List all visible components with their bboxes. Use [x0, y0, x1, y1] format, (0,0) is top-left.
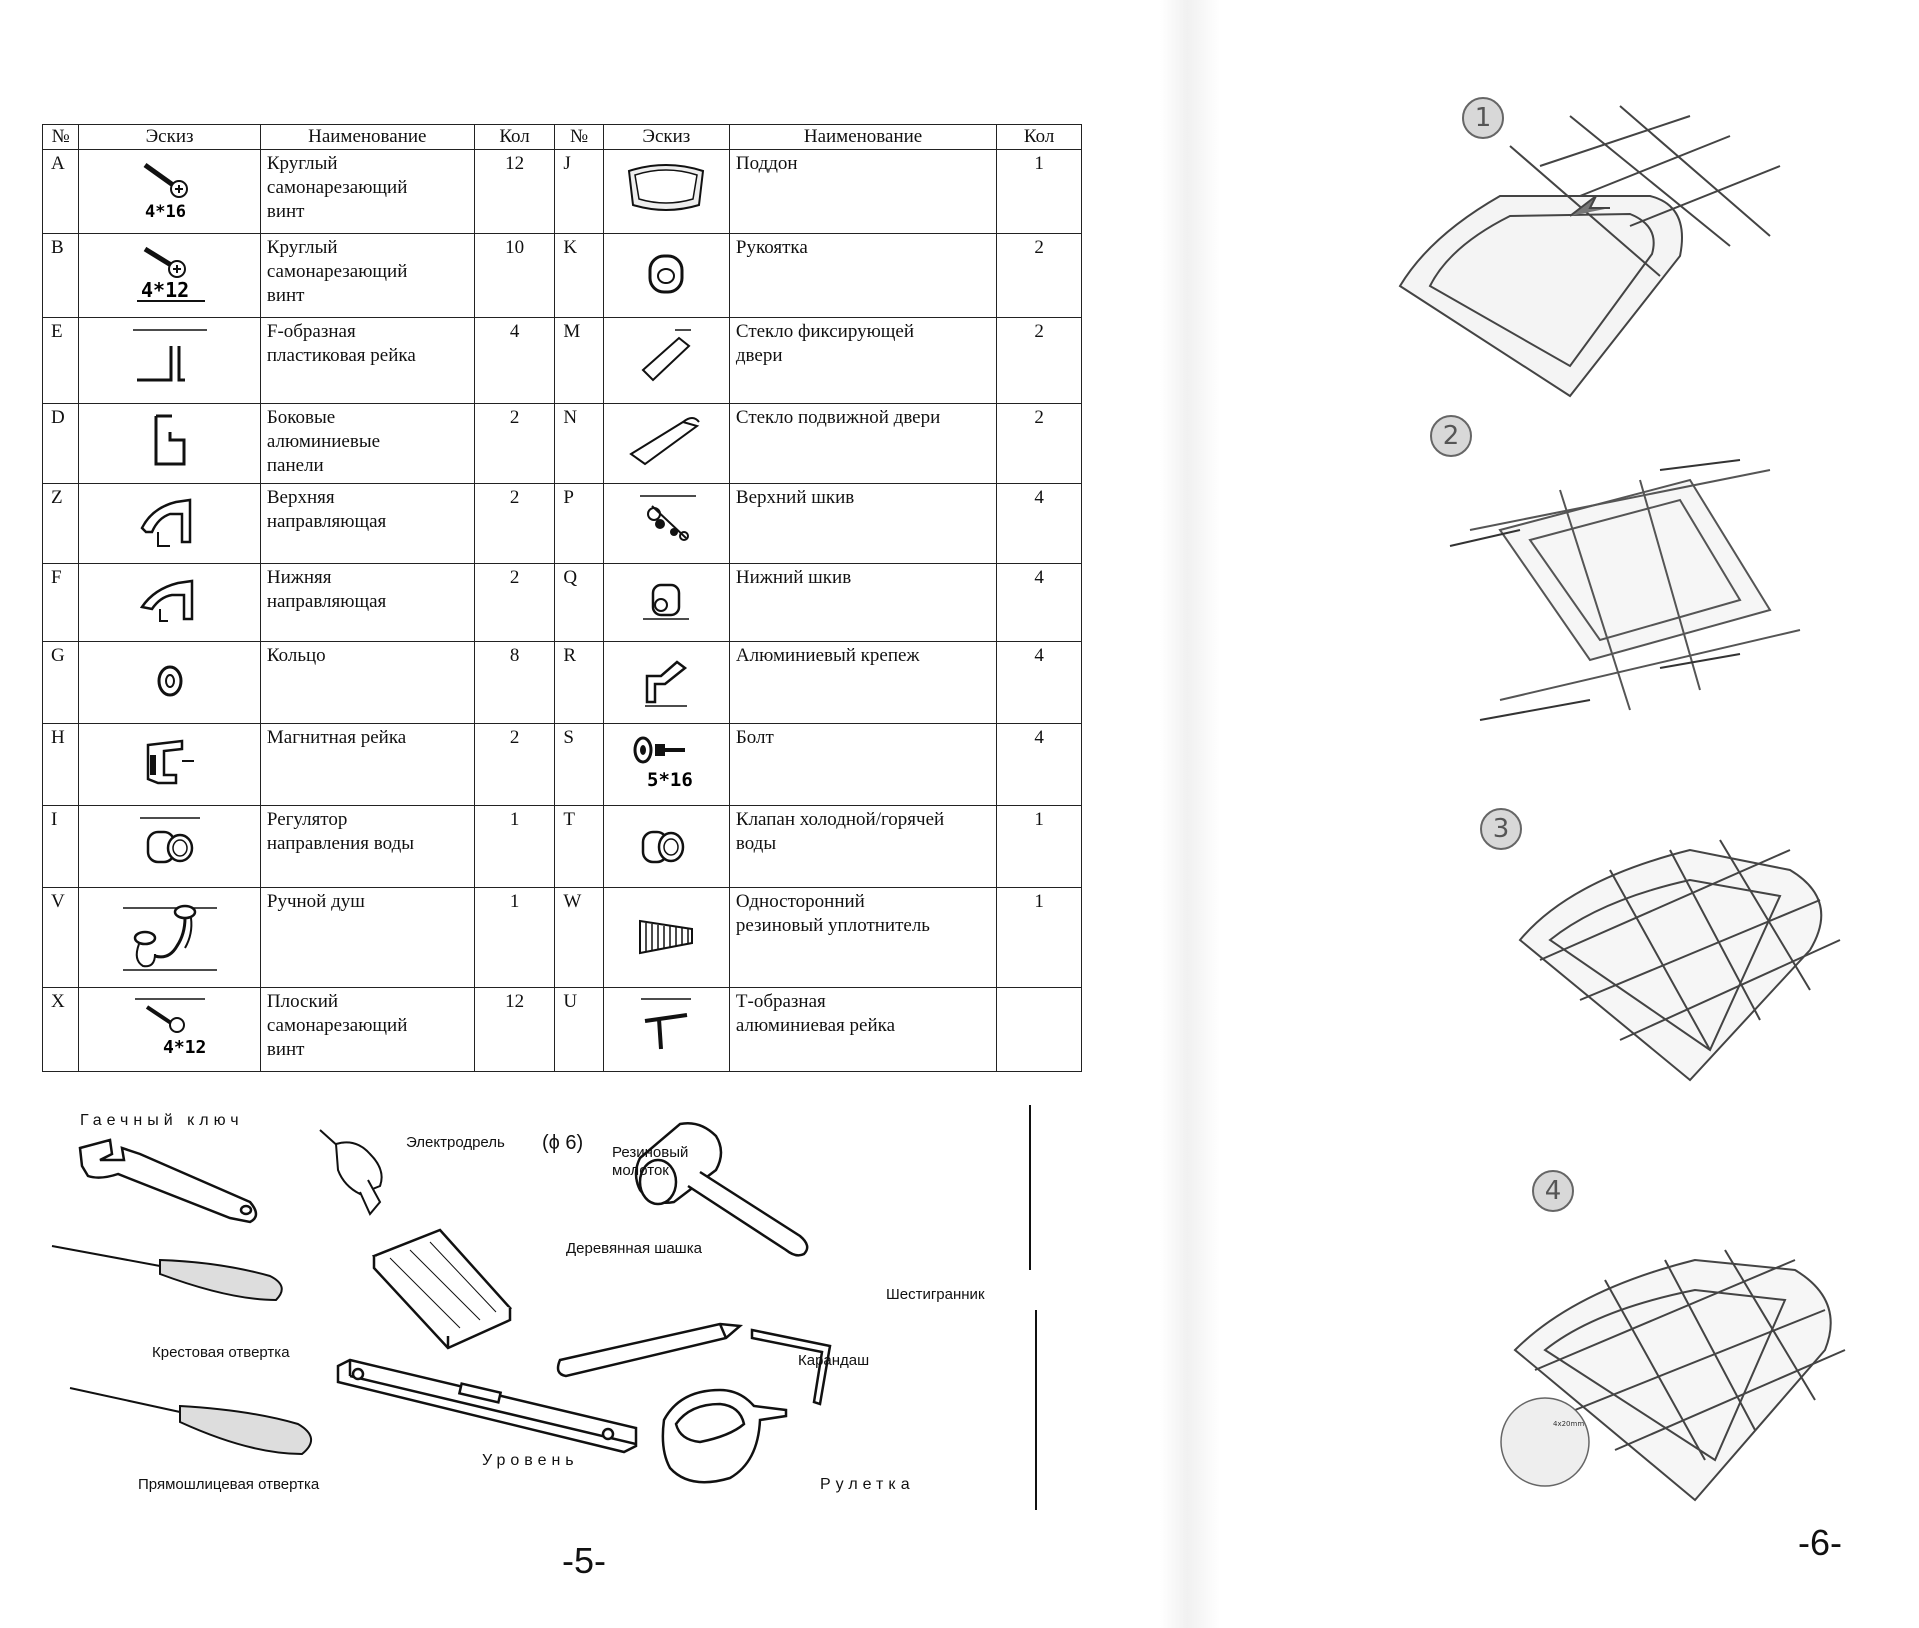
bracket-sketch: [603, 642, 729, 724]
top-pulley-sketch: [603, 484, 729, 564]
screw-sketch: [79, 150, 261, 234]
t-rail-sketch: [603, 988, 729, 1072]
wrench-icon: [80, 1140, 256, 1222]
drill-icon: [320, 1130, 382, 1214]
part-qty: 2: [474, 564, 555, 642]
step-1-badge: 1: [1462, 97, 1504, 139]
bottom-guide-icon: [130, 569, 210, 629]
header-sketch: Эскиз: [79, 125, 261, 150]
wood-block-label: Деревянная шашка: [566, 1240, 702, 1257]
magnetic-rail-icon: [130, 731, 210, 791]
hex-key-label: Шестигранник: [886, 1286, 985, 1303]
part-name: Поддон: [729, 150, 996, 234]
phillips-screwdriver-icon: [52, 1246, 282, 1300]
part-id: E: [43, 318, 79, 404]
ring-sketch: [79, 642, 261, 724]
level-label: Уровень: [482, 1452, 579, 1469]
part-qty: 12: [474, 988, 555, 1072]
part-name: Круглый самонарезающий винт: [260, 234, 474, 318]
fixed-glass-icon: [631, 324, 701, 390]
flat-screw-icon: [125, 993, 215, 1059]
side-panel-sketch: [79, 404, 261, 484]
page-gutter: [1160, 0, 1220, 1628]
fixed-glass-sketch: [603, 318, 729, 404]
table-row: [43, 234, 1082, 318]
part-qty: 2: [474, 404, 555, 484]
part-qty: 2: [997, 404, 1082, 484]
part-qty: 1: [997, 888, 1082, 988]
sliding-glass-sketch: [603, 404, 729, 484]
part-qty: 2: [997, 318, 1082, 404]
step-1-diagram: [1390, 96, 1800, 406]
wood-block-icon: [374, 1230, 510, 1348]
sketch-label: 4*12: [140, 278, 189, 302]
part-name: F-образная пластиковая рейка: [260, 318, 474, 404]
part-id: Z: [43, 484, 79, 564]
page-number-left: -5-: [562, 1540, 606, 1581]
part-id: V: [43, 888, 79, 988]
sliding-glass-icon: [621, 410, 711, 470]
part-name: Боковые алюминиевые панели: [260, 404, 474, 484]
table-row: [43, 642, 1082, 724]
table-row: [43, 988, 1082, 1072]
part-id: S: [555, 724, 603, 806]
knob-handle-icon: [636, 242, 696, 302]
part-name: Клапан холодной/горячей воды: [729, 806, 996, 888]
aluminium-bracket-icon: [631, 646, 701, 712]
table-row: [43, 888, 1082, 988]
part-name: Рукоятка: [729, 234, 996, 318]
bottom-pulley-sketch: [603, 564, 729, 642]
part-name: Верхний шкив: [729, 484, 996, 564]
part-qty: 8: [474, 642, 555, 724]
valve-icon: [631, 812, 701, 874]
part-name: Алюминиевый крепеж: [729, 642, 996, 724]
part-name: Кольцо: [260, 642, 474, 724]
part-name: Стекло подвижной двери: [729, 404, 996, 484]
part-name: Односторонний резиновый уплотнитель: [729, 888, 996, 988]
part-qty: [997, 988, 1082, 1072]
part-id: Q: [555, 564, 603, 642]
part-id: B: [43, 234, 79, 318]
rubber-seal-sketch: [603, 888, 729, 988]
flat-screwdriver-icon: [70, 1388, 311, 1454]
part-name: Магнитная рейка: [260, 724, 474, 806]
part-qty: 4: [997, 564, 1082, 642]
side-panel-icon: [140, 410, 200, 470]
pencil-icon: [558, 1324, 740, 1376]
table-row: [43, 564, 1082, 642]
phillips-label: Крестовая отвертка: [152, 1344, 290, 1361]
step-2-badge: 2: [1430, 415, 1472, 457]
page-number-right: -6-: [1798, 1522, 1842, 1563]
part-qty: 4: [997, 724, 1082, 806]
header-number: №: [43, 125, 79, 150]
detail-label: 4x20mm: [1553, 1420, 1585, 1428]
table-row: [43, 724, 1082, 806]
part-name: Т-образная алюминиевая рейка: [729, 988, 996, 1072]
part-id: N: [555, 404, 603, 484]
part-qty: 1: [997, 806, 1082, 888]
part-name: Болт: [729, 724, 996, 806]
hand-shower-sketch: [79, 888, 261, 988]
part-qty: 2: [474, 724, 555, 806]
header-qty-2: Кол: [997, 125, 1082, 150]
handle-sketch: [603, 234, 729, 318]
part-id: J: [555, 150, 603, 234]
tray-sketch: [603, 150, 729, 234]
part-name: Ручной душ: [260, 888, 474, 988]
part-qty: 4: [474, 318, 555, 404]
spirit-level-icon: [338, 1360, 636, 1452]
header-sketch-2: Эскиз: [603, 125, 729, 150]
rubber-seal-icon: [626, 899, 706, 969]
part-id: F: [43, 564, 79, 642]
part-name: Регулятор направления воды: [260, 806, 474, 888]
tape-measure-label: Рулетка: [820, 1476, 915, 1493]
part-id: W: [555, 888, 603, 988]
part-name: Плоский самонарезающий винт: [260, 988, 474, 1072]
header-name-2: Наименование: [729, 125, 996, 150]
table-header-row: [43, 125, 1082, 150]
table-row: [43, 484, 1082, 564]
part-qty: 1: [474, 806, 555, 888]
water-regulator-icon: [130, 812, 210, 874]
ring-icon: [140, 649, 200, 709]
shower-tray-icon: [621, 155, 711, 221]
drill-label: Электродрель: [406, 1134, 505, 1151]
part-id: K: [555, 234, 603, 318]
step-4-badge: 4: [1532, 1170, 1574, 1212]
top-guide-icon: [130, 488, 210, 552]
step-2-diagram: [1440, 450, 1820, 750]
screw-sketch: [79, 234, 261, 318]
pencil-label: Карандаш: [798, 1352, 870, 1369]
tape-measure-icon: [663, 1390, 786, 1482]
bolt-icon: [621, 728, 711, 794]
header-name: Наименование: [260, 125, 474, 150]
valve-sketch: [603, 806, 729, 888]
table-row: [43, 318, 1082, 404]
table-row: [43, 150, 1082, 234]
f-rail-icon: [125, 324, 215, 390]
header-number-2: №: [555, 125, 603, 150]
part-id: I: [43, 806, 79, 888]
hand-shower-icon: [115, 894, 225, 974]
part-qty: 4: [997, 484, 1082, 564]
part-name: Круглый самонарезающий винт: [260, 150, 474, 234]
part-qty: 2: [474, 484, 555, 564]
flat-screw-sketch: [79, 988, 261, 1072]
step-3-badge: 3: [1480, 808, 1522, 850]
part-qty: 12: [474, 150, 555, 234]
t-rail-icon: [631, 993, 701, 1059]
mallet-label: Резиновый молоток: [612, 1144, 689, 1179]
wrench-label: Гаечный ключ: [80, 1112, 244, 1129]
part-name: Нижняя направляющая: [260, 564, 474, 642]
round-screw-icon: [125, 155, 215, 221]
tools-section: [40, 1090, 1040, 1530]
part-qty: 4: [997, 642, 1082, 724]
bolt-sketch: [603, 724, 729, 806]
bottom-guide-sketch: [79, 564, 261, 642]
part-id: R: [555, 642, 603, 724]
step-3-diagram: [1510, 810, 1850, 1100]
part-qty: 10: [474, 234, 555, 318]
water-regulator-sketch: [79, 806, 261, 888]
sketch-label: 4*12: [162, 1037, 206, 1058]
part-id: P: [555, 484, 603, 564]
sketch-label: 4*16: [144, 202, 186, 221]
top-pulley-icon: [626, 490, 706, 550]
top-guide-sketch: [79, 484, 261, 564]
part-id: X: [43, 988, 79, 1072]
part-qty: 1: [474, 888, 555, 988]
part-id: M: [555, 318, 603, 404]
table-row: [43, 404, 1082, 484]
magnet-rail-sketch: [79, 724, 261, 806]
part-id: T: [555, 806, 603, 888]
flat-screwdriver-label: Прямошлицевая отвертка: [138, 1476, 320, 1493]
part-name: Нижний шкив: [729, 564, 996, 642]
part-id: U: [555, 988, 603, 1072]
part-id: A: [43, 150, 79, 234]
header-qty: Кол: [474, 125, 555, 150]
parts-table: [42, 124, 1082, 1072]
part-name: Верхняя направляющая: [260, 484, 474, 564]
round-screw-icon: [125, 239, 215, 305]
part-id: H: [43, 724, 79, 806]
part-qty: 1: [997, 150, 1082, 234]
part-id: D: [43, 404, 79, 484]
sketch-label: 5*16: [647, 769, 694, 791]
part-id: G: [43, 642, 79, 724]
bottom-pulley-icon: [631, 569, 701, 629]
part-name: Стекло фиксирующей двери: [729, 318, 996, 404]
f-rail-sketch: [79, 318, 261, 404]
drill-size-label: (ϕ 6): [542, 1132, 584, 1154]
table-row: [43, 806, 1082, 888]
part-qty: 2: [997, 234, 1082, 318]
step-4-diagram: [1495, 1210, 1855, 1510]
